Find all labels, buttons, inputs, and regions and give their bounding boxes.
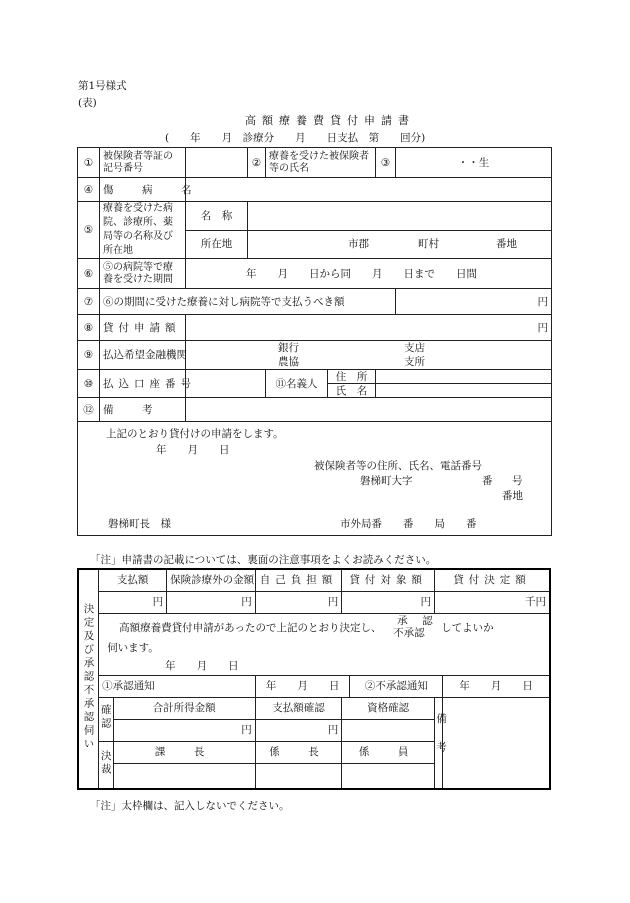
- disapprove-option[interactable]: 不承認: [393, 626, 425, 639]
- row7-num: ⑦: [78, 289, 100, 315]
- seal-section-chief[interactable]: [113, 763, 255, 789]
- holder-name-label: 氏 名: [328, 384, 376, 398]
- facility-location-label: 所在地: [186, 230, 248, 259]
- address-ban: 番: [482, 475, 493, 487]
- bank-type-bank: 銀行: [278, 342, 299, 354]
- decision-value-5[interactable]: 千円: [434, 591, 550, 613]
- account-field[interactable]: [186, 370, 266, 398]
- payable-amount-field[interactable]: 円: [396, 289, 552, 315]
- approve-option[interactable]: 承 認: [397, 614, 435, 627]
- declaration-text: 上記のとおり貸付けの申請をします。: [106, 428, 284, 440]
- diagnosis-field[interactable]: [186, 178, 552, 202]
- approval-text-1: 高額療養費貸付申請があったので上記のとおり決定し、: [119, 621, 382, 634]
- holder-label: ⑪名義人: [266, 370, 328, 398]
- approval-request-box: [99, 613, 550, 675]
- decision-value-2[interactable]: 円: [167, 591, 256, 613]
- row9-num: ⑨: [78, 341, 100, 370]
- decision-header-1: 支払額: [99, 569, 167, 591]
- approval-text-2: してよいか: [441, 621, 494, 634]
- holder-address-field[interactable]: [376, 370, 552, 384]
- holder-name-field[interactable]: [376, 384, 552, 398]
- confirm-value-3[interactable]: [342, 719, 435, 741]
- decide-label: 決裁: [99, 741, 113, 789]
- insurance-id-field[interactable]: [186, 148, 248, 178]
- decision-header-3: 自己負担額: [255, 569, 342, 591]
- note-application: 「注」申請書の記載については、裏面の注意事項をよくお読みください。: [90, 554, 437, 566]
- diagnosis-label: 傷 病 名: [100, 178, 186, 202]
- decision-value-1[interactable]: 円: [99, 591, 167, 613]
- decision-side-label: 決定及び承認不承認伺い: [78, 569, 99, 789]
- insurance-id-label: 被保険者等証の記号番号: [100, 148, 186, 178]
- patient-name-label: 療養を受けた被保険者等の氏名: [266, 148, 376, 178]
- mayor-addressee: 磐梯町長 様: [108, 518, 171, 530]
- loan-amount-label: 貸付申請額: [100, 315, 186, 341]
- decision-header-5: 貸付決定額: [434, 569, 550, 591]
- facility-name-field[interactable]: [248, 202, 552, 231]
- approval-text-3: 伺います。: [107, 641, 159, 654]
- remarks-field[interactable]: [186, 398, 552, 422]
- role-staff: 係 員: [342, 741, 435, 763]
- phone-label: 市外局番 番 局 番: [340, 518, 477, 530]
- confirm-value-1[interactable]: 円: [113, 719, 255, 741]
- applicant-label: 被保険者等の住所、氏名、電話番号: [314, 460, 482, 472]
- decision-value-3[interactable]: 円: [255, 591, 342, 613]
- city-label: 市郡: [348, 238, 369, 251]
- account-label: 払込口座番号: [100, 370, 186, 398]
- period-field[interactable]: 年 月 日から同 月 日まで 日間: [186, 259, 552, 289]
- confirm-value-2[interactable]: 円: [255, 719, 342, 741]
- bank-label: 払込希望金融機関: [100, 341, 186, 370]
- declaration-box: [78, 422, 552, 536]
- address-prefix: 磐梯町大字: [360, 475, 413, 487]
- row6-num: ⑥: [78, 259, 100, 289]
- decision-value-4[interactable]: 円: [342, 591, 435, 613]
- seal-staff[interactable]: [342, 763, 435, 789]
- row1-num3: ③: [376, 148, 396, 178]
- bank-branch-label: 支店: [404, 342, 425, 354]
- decision-header-4: 貸付対象額: [342, 569, 435, 591]
- address-banchi: 番地: [502, 490, 523, 502]
- period-label: ⑤の病院等で療養を受けた期間: [100, 259, 186, 289]
- disapproval-notice-label: ②不承認通知: [350, 675, 443, 697]
- bank-field[interactable]: [186, 341, 552, 370]
- bank-type-coop: 農協: [278, 356, 299, 368]
- row10-num: ⑩: [78, 370, 100, 398]
- decision-header-2: 保険診療外の金額: [167, 569, 256, 591]
- banchi-label: 番地: [496, 238, 517, 251]
- remark-field[interactable]: [443, 697, 550, 789]
- confirm-header-1: 合計所得金額: [113, 697, 255, 719]
- payable-amount-label: ⑥の期間に受けた療養に対し病院等で支払うべき額: [100, 289, 396, 315]
- bank-office-label: 支所: [404, 356, 425, 368]
- holder-address-label: 住 所: [328, 370, 376, 384]
- form-title: 高額療養費貸付申請書: [245, 114, 415, 127]
- note-thick-frame: 「注」太枠欄は、記入しないでください。: [90, 800, 290, 812]
- approval-notice-label: ①承認通知: [99, 675, 256, 697]
- role-section-chief: 課 長: [113, 741, 255, 763]
- seal-subsection-chief[interactable]: [255, 763, 342, 789]
- confirm-label: 確認: [99, 697, 113, 741]
- remark-label: 備考: [434, 697, 442, 789]
- birthdate-field[interactable]: ・・生: [396, 148, 552, 178]
- decision-table: [77, 568, 551, 790]
- facility-name-label: 名 称: [186, 202, 248, 231]
- town-label: 町村: [418, 238, 439, 251]
- row5-num: ⑤: [78, 202, 100, 259]
- loan-amount-field[interactable]: 円: [186, 315, 552, 341]
- facility-location-field[interactable]: [248, 230, 552, 259]
- form-number: 第1号様式: [78, 80, 127, 92]
- remarks-label: 備 考: [100, 398, 186, 422]
- row4-num: ④: [78, 178, 100, 202]
- confirm-header-2: 支払額確認: [255, 697, 342, 719]
- disapproval-notice-date[interactable]: 年 月 日: [443, 675, 550, 697]
- approval-date: 年 月 日: [165, 659, 239, 672]
- row1-num1: ①: [78, 148, 100, 178]
- address-go: 号: [512, 475, 523, 487]
- row12-num: ⑫: [78, 398, 100, 422]
- approval-notice-date[interactable]: 年 月 日: [255, 675, 350, 697]
- facility-label: 療養を受けた病院、診療所、薬局等の名称及び所在地: [100, 202, 186, 259]
- role-subsection-chief: 係 長: [255, 741, 342, 763]
- declaration-date: 年 月 日: [156, 444, 230, 456]
- confirm-header-3: 資格確認: [342, 697, 435, 719]
- row1-num2: ②: [248, 148, 266, 178]
- form-subtitle: ( 年 月 診療分 月 日支払 第 回分): [165, 132, 426, 144]
- application-table: [77, 147, 552, 536]
- row8-num: ⑧: [78, 315, 100, 341]
- side-label: (表): [78, 97, 97, 109]
